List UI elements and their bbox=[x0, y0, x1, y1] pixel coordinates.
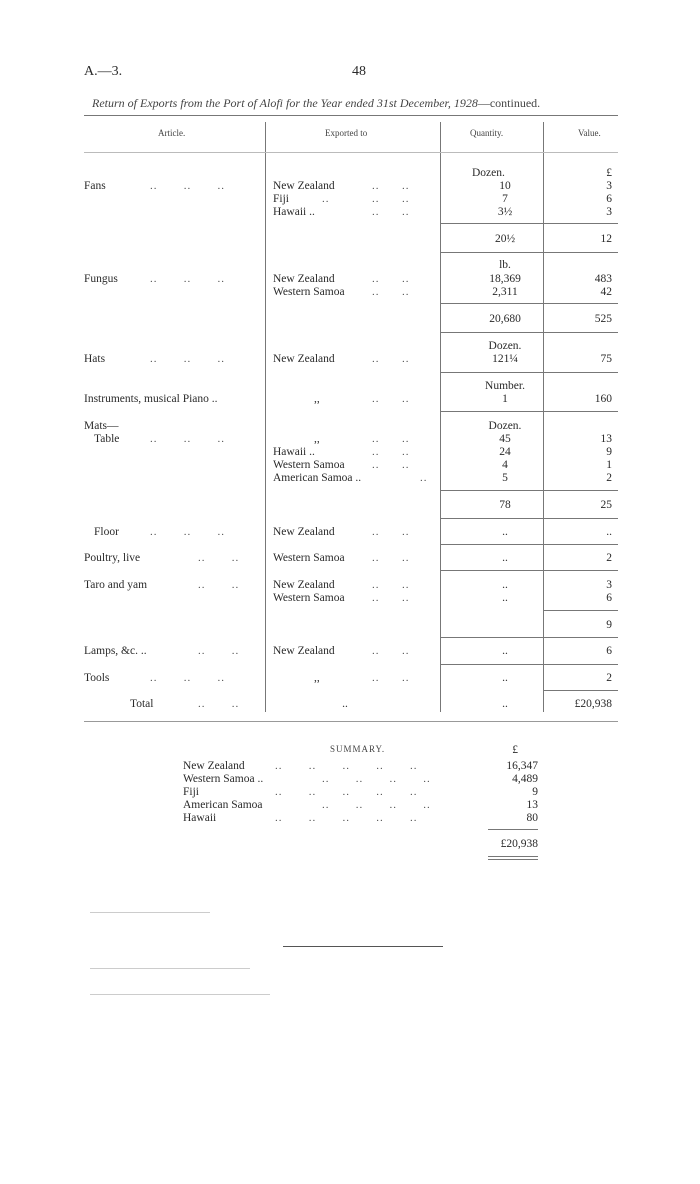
header-bottom-rule bbox=[84, 152, 618, 153]
article-fans: Fans bbox=[84, 180, 106, 192]
summary-value-2: 4,489 bbox=[512, 773, 538, 785]
lamps-value: 6 bbox=[606, 645, 612, 657]
leader-dots: .. .. .. bbox=[150, 273, 225, 285]
taro-dest-1: New Zealand bbox=[273, 579, 335, 591]
summary-name-1: New Zealand bbox=[183, 760, 245, 772]
scan-mark bbox=[90, 912, 210, 913]
fungus-unit: lb. bbox=[499, 259, 511, 271]
table-bottom-rule bbox=[84, 721, 618, 722]
leader-dots: .. .. bbox=[372, 552, 410, 564]
leader-dots: .. .. bbox=[372, 526, 410, 538]
row-rule bbox=[440, 570, 618, 571]
leader-dots: .. .. bbox=[372, 645, 410, 657]
fungus-total-qty: 20,680 bbox=[489, 313, 521, 325]
lamps-dest: New Zealand bbox=[273, 645, 335, 657]
floor-dest: New Zealand bbox=[273, 526, 335, 538]
summary-value-1: 16,347 bbox=[506, 760, 538, 772]
hats-dest: New Zealand bbox=[273, 353, 335, 365]
fans-qty-2: 7 bbox=[502, 193, 508, 205]
article-mats: Mats— bbox=[84, 420, 119, 432]
article-fungus: Fungus bbox=[84, 273, 118, 285]
summary-name-4: American Samoa bbox=[183, 799, 263, 811]
leader-dots: .. .. .. bbox=[150, 180, 225, 192]
taro-value-2: 6 bbox=[606, 592, 612, 604]
leader-dots: .. .. .. bbox=[150, 672, 225, 684]
column-header-value: Value. bbox=[578, 128, 601, 138]
instruments-qty: 1 bbox=[502, 393, 508, 405]
subtotal-rule bbox=[440, 518, 618, 519]
leader-dots: .. .. .. bbox=[150, 353, 225, 365]
subtotal-rule bbox=[440, 332, 618, 333]
subtotal-rule bbox=[543, 610, 618, 611]
leader-dots: .. .. bbox=[372, 459, 410, 471]
fans-unit: Dozen. bbox=[472, 167, 505, 179]
scan-mark bbox=[90, 968, 250, 969]
leader-dots: .. .. bbox=[372, 180, 410, 192]
mats-value-2: 9 bbox=[606, 446, 612, 458]
fungus-total-value: 525 bbox=[594, 313, 612, 325]
instruments-value: 160 bbox=[594, 393, 612, 405]
leader-dots: .. .. bbox=[372, 273, 410, 285]
leader-dots: .. .. bbox=[372, 353, 410, 365]
taro-qty-2: .. bbox=[502, 592, 508, 604]
leader-dots: .. .. bbox=[372, 206, 410, 218]
summary-name-3: Fiji bbox=[183, 786, 199, 798]
closing-rule bbox=[283, 946, 443, 947]
fans-total-qty: 20½ bbox=[494, 233, 516, 245]
column-header-quantity: Quantity. bbox=[470, 128, 504, 138]
instruments-dest: ,, bbox=[314, 393, 320, 405]
fans-total-value: 12 bbox=[600, 233, 612, 245]
leader-dots: .. .. .. bbox=[150, 433, 225, 445]
leader-dots: .. .. bbox=[372, 672, 410, 684]
subtotal-rule bbox=[440, 223, 618, 224]
leader-dots: .. .. .. bbox=[150, 526, 225, 538]
leader-dots: .. .. bbox=[372, 286, 410, 298]
summary-name-5: Hawaii bbox=[183, 812, 217, 824]
leader-dots: .. .. bbox=[198, 698, 240, 710]
article-lamps: Lamps, &c. .. bbox=[84, 645, 147, 657]
fans-dest-3: Hawaii .. bbox=[273, 206, 315, 218]
fungus-value-2: 42 bbox=[600, 286, 612, 298]
column-header-article: Article. bbox=[158, 128, 186, 138]
leader-dots: .. .. bbox=[372, 592, 410, 604]
leader-dots: .. .. bbox=[372, 393, 410, 405]
floor-qty: .. bbox=[502, 526, 508, 538]
summary-currency: £ bbox=[512, 744, 518, 756]
leader-dots: .. .. bbox=[198, 645, 240, 657]
row-rule bbox=[440, 372, 618, 373]
mats-dest-2: Hawaii .. bbox=[273, 446, 315, 458]
taro-qty-1: .. bbox=[502, 579, 508, 591]
summary-double-rule-2 bbox=[488, 859, 538, 860]
summary-total: £20,938 bbox=[500, 838, 538, 850]
fans-value-2: 6 bbox=[606, 193, 612, 205]
mats-dest-4: American Samoa .. bbox=[273, 472, 362, 484]
summary-title: SUMMARY. bbox=[330, 744, 386, 754]
row-rule bbox=[440, 637, 618, 638]
row-rule bbox=[440, 664, 618, 665]
leader-dots: .. .. bbox=[198, 552, 240, 564]
mats-dest-1: ,, bbox=[314, 433, 320, 445]
fans-qty-1: 10 bbox=[499, 180, 511, 192]
subtotal-rule bbox=[440, 490, 618, 491]
subtotal-rule bbox=[440, 252, 618, 253]
column-divider-1 bbox=[265, 122, 266, 712]
row-rule bbox=[440, 544, 618, 545]
taro-dest-2: Western Samoa bbox=[273, 592, 345, 604]
column-header-exported-to: Exported to bbox=[325, 128, 368, 138]
fungus-value-1: 483 bbox=[594, 273, 612, 285]
mats-qty-2: 24 bbox=[499, 446, 511, 458]
lamps-qty: .. bbox=[502, 645, 508, 657]
hats-value: 75 bbox=[600, 353, 612, 365]
mats-total-value: 25 bbox=[600, 499, 612, 511]
total-rule bbox=[543, 690, 618, 691]
mats-value-4: 2 bbox=[606, 472, 612, 484]
column-divider-2 bbox=[440, 122, 441, 712]
leader-dots: .. .. bbox=[372, 446, 410, 458]
mats-unit: Dozen. bbox=[488, 420, 522, 432]
grand-total-value: £20,938 bbox=[574, 698, 612, 710]
mats-value-1: 13 bbox=[600, 433, 612, 445]
table-title bbox=[92, 96, 540, 111]
leader-dots: .. .. bbox=[372, 579, 410, 591]
fungus-dest-1: New Zealand bbox=[273, 273, 335, 285]
column-divider-3 bbox=[543, 122, 544, 712]
taro-value-1: 3 bbox=[606, 579, 612, 591]
article-mats-table: Table bbox=[94, 433, 120, 445]
leader-dots: .. .. .. .. bbox=[322, 799, 431, 811]
leader-dots: .. .. bbox=[372, 193, 410, 205]
fans-dest-1: New Zealand bbox=[273, 180, 335, 192]
article-tools: Tools bbox=[84, 672, 110, 684]
summary-name-2: Western Samoa .. bbox=[183, 773, 264, 785]
hats-unit: Dozen. bbox=[488, 340, 522, 352]
leader-dots: .. .. .. .. .. bbox=[275, 760, 418, 772]
subtotal-rule bbox=[440, 303, 618, 304]
total-label: Total bbox=[130, 698, 154, 710]
article-hats: Hats bbox=[84, 353, 106, 365]
instruments-unit: Number. bbox=[485, 380, 525, 392]
taro-total-value: 9 bbox=[606, 619, 612, 631]
mats-total-qty: 78 bbox=[499, 499, 511, 511]
poultry-qty: .. bbox=[502, 552, 508, 564]
fungus-dest-2: Western Samoa bbox=[273, 286, 345, 298]
leader-dots: .. .. bbox=[198, 579, 240, 591]
summary-sum-rule bbox=[488, 829, 538, 830]
summary-value-3: 9 bbox=[532, 786, 538, 798]
row-rule bbox=[440, 411, 618, 412]
article-instruments: Instruments, musical Piano .. bbox=[84, 393, 218, 405]
table-title-continued: —continued. bbox=[477, 96, 541, 110]
tools-qty: .. bbox=[502, 672, 508, 684]
poultry-value: 2 bbox=[606, 552, 612, 564]
table-title-text: Return of Exports from the Port of Alofi for the Year ended 31st December, 1928 bbox=[92, 96, 478, 110]
tools-value: 2 bbox=[606, 672, 612, 684]
poultry-dest: Western Samoa bbox=[273, 552, 345, 564]
fans-qty-3: 3½ bbox=[497, 206, 513, 218]
mats-qty-1: 45 bbox=[499, 433, 511, 445]
mats-dest-3: Western Samoa bbox=[273, 459, 345, 471]
fans-dest-2: Fiji bbox=[273, 193, 289, 205]
fans-value-1: 3 bbox=[606, 180, 612, 192]
total-qty: .. bbox=[502, 698, 508, 710]
leader-dots: .. .. .. .. .. bbox=[275, 812, 418, 824]
leader-dots: .. bbox=[420, 472, 428, 484]
leader-dots: .. .. .. .. bbox=[322, 773, 431, 785]
summary-value-5: 80 bbox=[526, 812, 538, 824]
mats-qty-3: 4 bbox=[502, 459, 508, 471]
leader-dots: .. .. .. .. .. bbox=[275, 786, 418, 798]
fungus-qty-1: 18,369 bbox=[489, 273, 521, 285]
summary-double-rule-1 bbox=[488, 856, 538, 857]
article-taro: Taro and yam bbox=[84, 579, 148, 591]
tools-dest: ,, bbox=[314, 672, 320, 684]
leader-dots: .. bbox=[322, 193, 330, 205]
page-number: 48 bbox=[352, 64, 366, 79]
table-top-rule bbox=[84, 115, 618, 116]
document-reference: A.—3. bbox=[84, 64, 123, 79]
article-floor: Floor bbox=[94, 526, 119, 538]
summary-value-4: 13 bbox=[526, 799, 538, 811]
fans-currency: £ bbox=[606, 167, 612, 179]
mats-qty-4: 5 bbox=[502, 472, 508, 484]
mats-value-3: 1 bbox=[606, 459, 612, 471]
leader-dots: .. .. bbox=[372, 433, 410, 445]
hats-qty: 121¼ bbox=[492, 353, 518, 365]
floor-value: .. bbox=[606, 526, 612, 538]
article-poultry: Poultry, live bbox=[84, 552, 141, 564]
fungus-qty-2: 2,311 bbox=[492, 286, 518, 298]
fans-value-3: 3 bbox=[606, 206, 612, 218]
scan-mark bbox=[90, 994, 270, 995]
total-dest: .. bbox=[342, 698, 348, 710]
